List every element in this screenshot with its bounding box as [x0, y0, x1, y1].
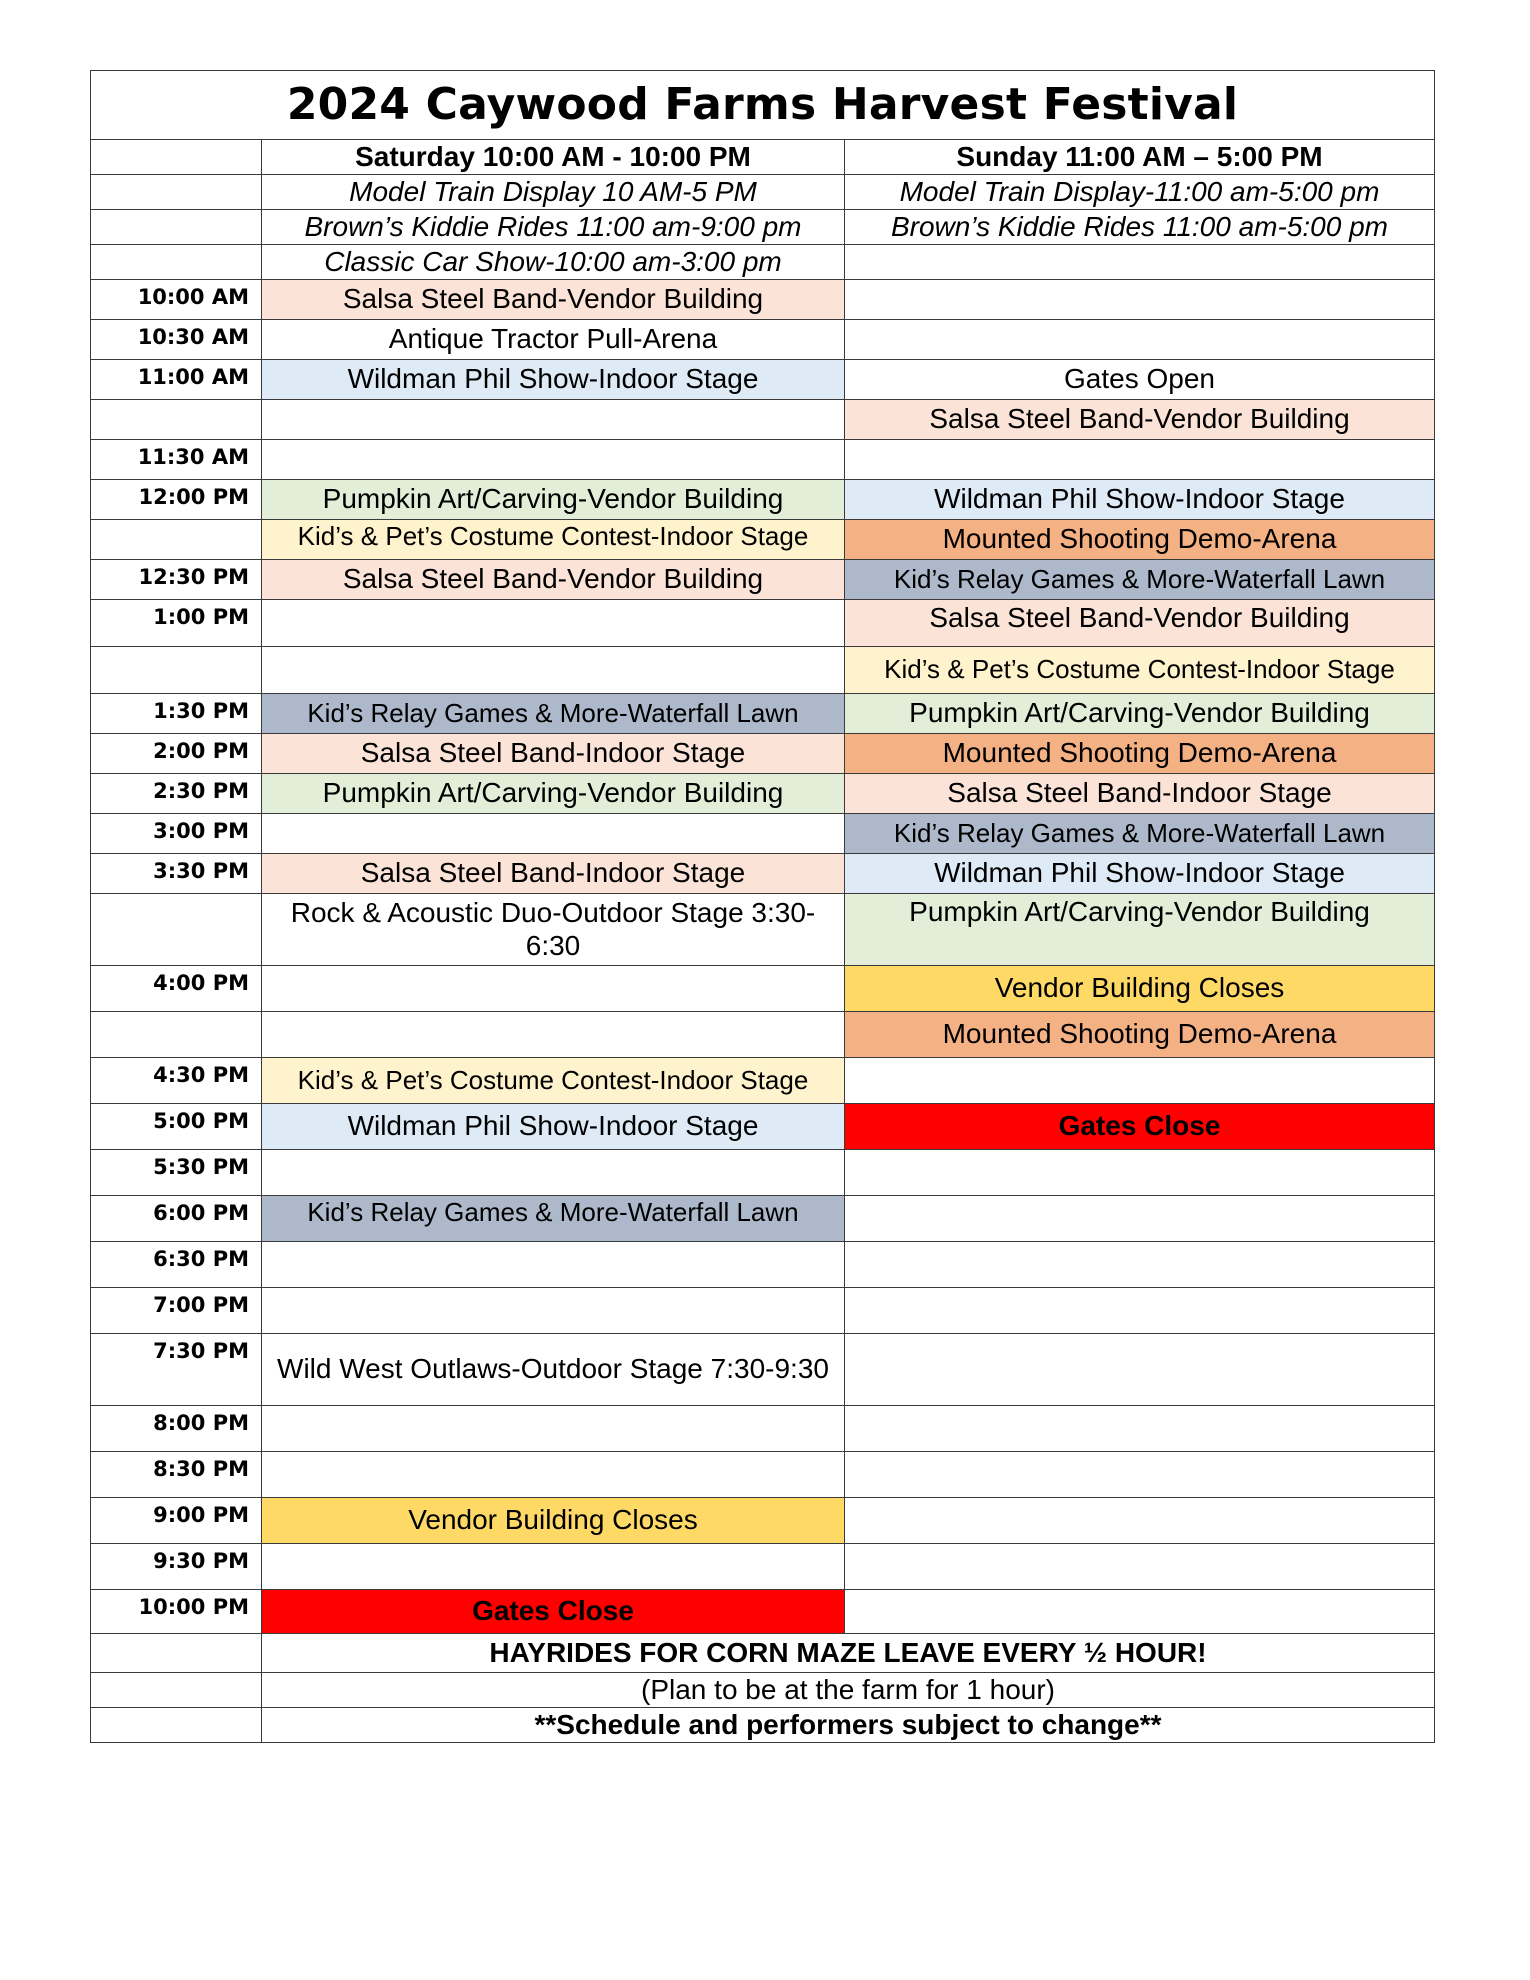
- schedule-row: [91, 1012, 1435, 1058]
- sunday-event: [845, 1288, 1435, 1334]
- sunday-event: [845, 1452, 1435, 1498]
- schedule-row: [91, 560, 1435, 600]
- schedule-row: [91, 647, 1435, 694]
- sunday-event: Wildman Phil Show-Indoor Stage: [845, 480, 1435, 520]
- footer-row: [91, 1634, 1435, 1673]
- saturday-event: [262, 966, 845, 1012]
- schedule-row: [91, 400, 1435, 440]
- time-label: 9:00 PM: [91, 1498, 262, 1544]
- time-label: 4:30 PM: [91, 1058, 262, 1104]
- sunday-event: Mounted Shooting Demo-Arena: [845, 520, 1435, 560]
- schedule-row: [91, 280, 1435, 320]
- time-cell: [91, 245, 262, 280]
- time-label: 1:30 PM: [91, 694, 262, 734]
- schedule-row: [91, 694, 1435, 734]
- saturday-header: Saturday 10:00 AM - 10:00 PM: [262, 140, 845, 175]
- saturday-event: Vendor Building Closes: [262, 1498, 845, 1544]
- schedule-row: [91, 1334, 1435, 1406]
- schedule-row: [91, 734, 1435, 774]
- saturday-event: Kid’s Relay Games & More-Waterfall Lawn: [262, 1196, 845, 1242]
- saturday-event: Salsa Steel Band-Indoor Stage: [262, 734, 845, 774]
- sunday-all-day-event: [845, 245, 1435, 280]
- time-label: 4:00 PM: [91, 966, 262, 1012]
- schedule-row: [91, 854, 1435, 894]
- sunday-event: Mounted Shooting Demo-Arena: [845, 734, 1435, 774]
- schedule-row: [91, 520, 1435, 560]
- sunday-event: Vendor Building Closes: [845, 966, 1435, 1012]
- sunday-event: [845, 280, 1435, 320]
- schedule-row: [91, 1150, 1435, 1196]
- sunday-event: Kid’s & Pet’s Costume Contest-Indoor Stage: [845, 647, 1435, 694]
- schedule-row: [91, 774, 1435, 814]
- schedule-row: [91, 1104, 1435, 1150]
- time-label: 3:30 PM: [91, 854, 262, 894]
- saturday-event: [262, 814, 845, 854]
- footer-row: [91, 1708, 1435, 1743]
- sunday-all-day-event: Model Train Display-11:00 am-5:00 pm: [845, 175, 1435, 210]
- page-title: 2024 Caywood Farms Harvest Festival: [91, 71, 1435, 140]
- saturday-event: Gates Close: [262, 1590, 845, 1634]
- schedule-row: [91, 814, 1435, 854]
- saturday-event: [262, 1012, 845, 1058]
- saturday-event: [262, 440, 845, 480]
- time-label: 11:00 AM: [91, 360, 262, 400]
- time-label: 2:00 PM: [91, 734, 262, 774]
- schedule-row: [91, 1498, 1435, 1544]
- sunday-event: Pumpkin Art/Carving-Vendor Building: [845, 894, 1435, 966]
- saturday-event: [262, 600, 845, 647]
- saturday-all-day-event: Brown’s Kiddie Rides 11:00 am-9:00 pm: [262, 210, 845, 245]
- footer-row: [91, 1673, 1435, 1708]
- schedule-row: [91, 320, 1435, 360]
- saturday-all-day-event: Model Train Display 10 AM-5 PM: [262, 175, 845, 210]
- saturday-event: [262, 1406, 845, 1452]
- sunday-event: Gates Close: [845, 1104, 1435, 1150]
- time-label: 12:00 PM: [91, 480, 262, 520]
- time-label: [91, 1012, 262, 1058]
- sunday-event: [845, 1590, 1435, 1634]
- time-cell: [91, 1708, 262, 1743]
- schedule-row: [91, 1590, 1435, 1634]
- time-label: 7:30 PM: [91, 1334, 262, 1406]
- schedule-row: [91, 1406, 1435, 1452]
- header-row: [91, 140, 1435, 175]
- time-label: 9:30 PM: [91, 1544, 262, 1590]
- saturday-all-day-event: Classic Car Show-10:00 am-3:00 pm: [262, 245, 845, 280]
- saturday-event: [262, 1452, 845, 1498]
- sunday-event: Mounted Shooting Demo-Arena: [845, 1012, 1435, 1058]
- all-day-row: [91, 210, 1435, 245]
- time-label: 11:30 AM: [91, 440, 262, 480]
- hayrides-note: HAYRIDES FOR CORN MAZE LEAVE EVERY ½ HOUR!: [262, 1634, 1435, 1673]
- saturday-event: Salsa Steel Band-Vendor Building: [262, 280, 845, 320]
- schedule-row: [91, 966, 1435, 1012]
- saturday-event: [262, 1242, 845, 1288]
- sunday-event: Kid’s Relay Games & More-Waterfall Lawn: [845, 814, 1435, 854]
- time-label: [91, 647, 262, 694]
- time-label: 6:30 PM: [91, 1242, 262, 1288]
- schedule-table: [90, 70, 1435, 1743]
- saturday-event: Kid’s & Pet’s Costume Contest-Indoor Stage: [262, 1058, 845, 1104]
- time-label: [91, 520, 262, 560]
- sunday-event: [845, 1498, 1435, 1544]
- schedule-row: [91, 1544, 1435, 1590]
- saturday-event: Pumpkin Art/Carving-Vendor Building: [262, 480, 845, 520]
- schedule-row: [91, 1196, 1435, 1242]
- sunday-event: [845, 1058, 1435, 1104]
- time-cell: [91, 175, 262, 210]
- time-label: 7:00 PM: [91, 1288, 262, 1334]
- time-cell: [91, 210, 262, 245]
- time-label: 1:00 PM: [91, 600, 262, 647]
- time-cell: [91, 1673, 262, 1708]
- all-day-row: [91, 245, 1435, 280]
- title-row: [91, 71, 1435, 140]
- saturday-event: [262, 1544, 845, 1590]
- time-label: 6:00 PM: [91, 1196, 262, 1242]
- time-label: 8:30 PM: [91, 1452, 262, 1498]
- saturday-event: Salsa Steel Band-Indoor Stage: [262, 854, 845, 894]
- plan-note: (Plan to be at the farm for 1 hour): [262, 1673, 1435, 1708]
- sunday-event: [845, 1334, 1435, 1406]
- saturday-event: Salsa Steel Band-Vendor Building: [262, 560, 845, 600]
- sunday-event: Gates Open: [845, 360, 1435, 400]
- schedule-row: [91, 440, 1435, 480]
- time-cell: [91, 1634, 262, 1673]
- time-label: 10:00 PM: [91, 1590, 262, 1634]
- time-label: [91, 894, 262, 966]
- sunday-event: [845, 1406, 1435, 1452]
- schedule-row: [91, 1452, 1435, 1498]
- schedule-row: [91, 600, 1435, 647]
- time-label: 10:00 AM: [91, 280, 262, 320]
- sunday-event: [845, 1242, 1435, 1288]
- time-label: 8:00 PM: [91, 1406, 262, 1452]
- sunday-event: [845, 1544, 1435, 1590]
- sunday-all-day-event: Brown’s Kiddie Rides 11:00 am-5:00 pm: [845, 210, 1435, 245]
- time-label: 12:30 PM: [91, 560, 262, 600]
- saturday-event: Wildman Phil Show-Indoor Stage: [262, 360, 845, 400]
- schedule-row: [91, 480, 1435, 520]
- saturday-event: [262, 1150, 845, 1196]
- schedule-sheet: [90, 70, 1434, 1743]
- schedule-row: [91, 1242, 1435, 1288]
- saturday-event: Antique Tractor Pull-Arena: [262, 320, 845, 360]
- saturday-event: Wildman Phil Show-Indoor Stage: [262, 1104, 845, 1150]
- time-label: 10:30 AM: [91, 320, 262, 360]
- schedule-row: [91, 1058, 1435, 1104]
- sunday-event: [845, 320, 1435, 360]
- saturday-event: [262, 647, 845, 694]
- saturday-event: Kid’s Relay Games & More-Waterfall Lawn: [262, 694, 845, 734]
- time-label: 5:30 PM: [91, 1150, 262, 1196]
- sunday-event: Salsa Steel Band-Vendor Building: [845, 600, 1435, 647]
- sunday-event: [845, 1150, 1435, 1196]
- saturday-event: Wild West Outlaws-Outdoor Stage 7:30-9:30: [262, 1334, 845, 1406]
- saturday-event: [262, 1288, 845, 1334]
- sunday-header: Sunday 11:00 AM – 5:00 PM: [845, 140, 1435, 175]
- saturday-event: Pumpkin Art/Carving-Vendor Building: [262, 774, 845, 814]
- schedule-row: [91, 360, 1435, 400]
- sunday-event: [845, 1196, 1435, 1242]
- schedule-row: [91, 894, 1435, 966]
- sunday-event: Pumpkin Art/Carving-Vendor Building: [845, 694, 1435, 734]
- saturday-event: Kid’s & Pet’s Costume Contest-Indoor Stage: [262, 520, 845, 560]
- saturday-event: Rock & Acoustic Duo-Outdoor Stage 3:30-6:30: [262, 894, 845, 966]
- disclaimer-note: **Schedule and performers subject to change**: [262, 1708, 1435, 1743]
- sunday-event: Salsa Steel Band-Vendor Building: [845, 400, 1435, 440]
- sunday-event: Salsa Steel Band-Indoor Stage: [845, 774, 1435, 814]
- saturday-event: [262, 400, 845, 440]
- time-label: 3:00 PM: [91, 814, 262, 854]
- time-cell: [91, 140, 262, 175]
- sunday-event: Wildman Phil Show-Indoor Stage: [845, 854, 1435, 894]
- sunday-event: Kid’s Relay Games & More-Waterfall Lawn: [845, 560, 1435, 600]
- sunday-event: [845, 440, 1435, 480]
- time-label: 2:30 PM: [91, 774, 262, 814]
- time-label: 5:00 PM: [91, 1104, 262, 1150]
- all-day-row: [91, 175, 1435, 210]
- time-label: [91, 400, 262, 440]
- schedule-row: [91, 1288, 1435, 1334]
